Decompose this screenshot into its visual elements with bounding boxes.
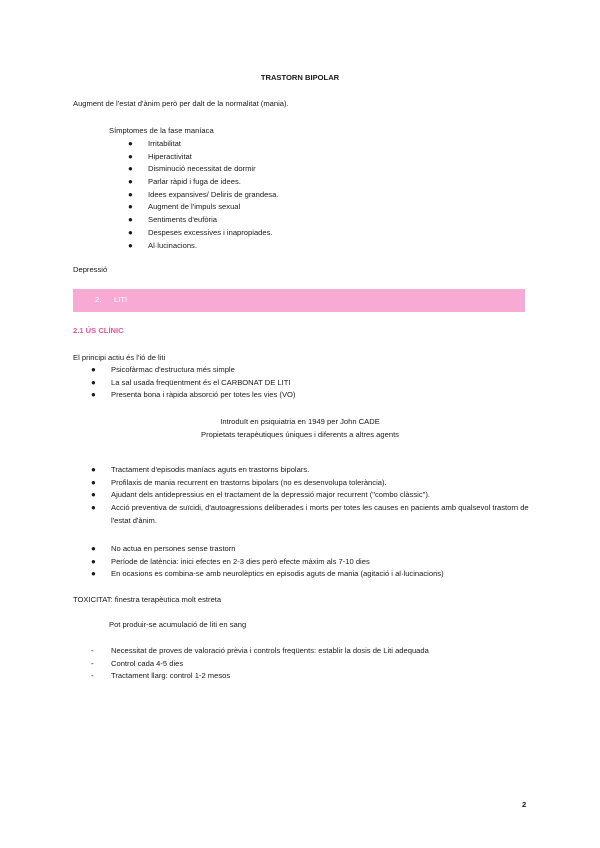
- toxicity-sub: Pot produir-se acumulació de liti en sang: [109, 620, 247, 629]
- center-line-1: Introduït en psiquiatria en 1949 per John CADE: [220, 417, 380, 426]
- bullet-icon: ●: [91, 569, 96, 579]
- depressio-label: Depressió: [73, 265, 108, 274]
- bullet-icon: ●: [91, 490, 96, 500]
- mania-heading: Símptomes de la fase maníaca: [109, 126, 214, 135]
- page-number: 2: [522, 800, 527, 809]
- dash-icon: -: [91, 646, 94, 655]
- dash-icon: -: [91, 658, 94, 668]
- bullet-icon: ●: [91, 365, 96, 374]
- bullet-icon: ●: [128, 139, 133, 148]
- bullet-icon: ●: [128, 202, 133, 212]
- bullet-icon: ●: [128, 177, 133, 187]
- subsection-heading: 2.1 ÚS CLÍNIC: [73, 326, 124, 335]
- toxicity-heading: TOXICITAT: finestra terapèutica molt estreta: [73, 595, 222, 604]
- page-title: TRASTORN BIPOLAR: [260, 73, 340, 82]
- bullet-icon: ●: [91, 465, 96, 474]
- bullet-icon: ●: [128, 189, 133, 199]
- bullet-icon: ●: [91, 377, 96, 387]
- bullet-icon: ●: [91, 556, 96, 566]
- bullet-icon: ●: [91, 544, 96, 553]
- bullet-icon: ●: [128, 164, 133, 174]
- dash-icon: -: [91, 671, 94, 681]
- bullet-icon: ●: [128, 227, 133, 237]
- bullet-icon: ●: [91, 503, 96, 513]
- center-line-2: Propietats terapèutiques úniques i diferents a altres agents: [201, 430, 399, 439]
- bullet-icon: ●: [91, 477, 96, 487]
- bullet-icon: ●: [128, 240, 133, 250]
- bullet-icon: ●: [128, 151, 133, 161]
- bullet-icon: ●: [128, 215, 133, 225]
- section-band-liti: [73, 289, 525, 312]
- section-number: 2.: [95, 295, 102, 304]
- principle-heading: El principi actiu és l'ió de liti: [73, 353, 166, 362]
- bullet-icon: ●: [91, 390, 96, 400]
- intro-text: Augment de l'estat d'ànim però per dalt de la normalitat (mania).: [73, 99, 289, 108]
- section-label: LITI: [114, 295, 128, 304]
